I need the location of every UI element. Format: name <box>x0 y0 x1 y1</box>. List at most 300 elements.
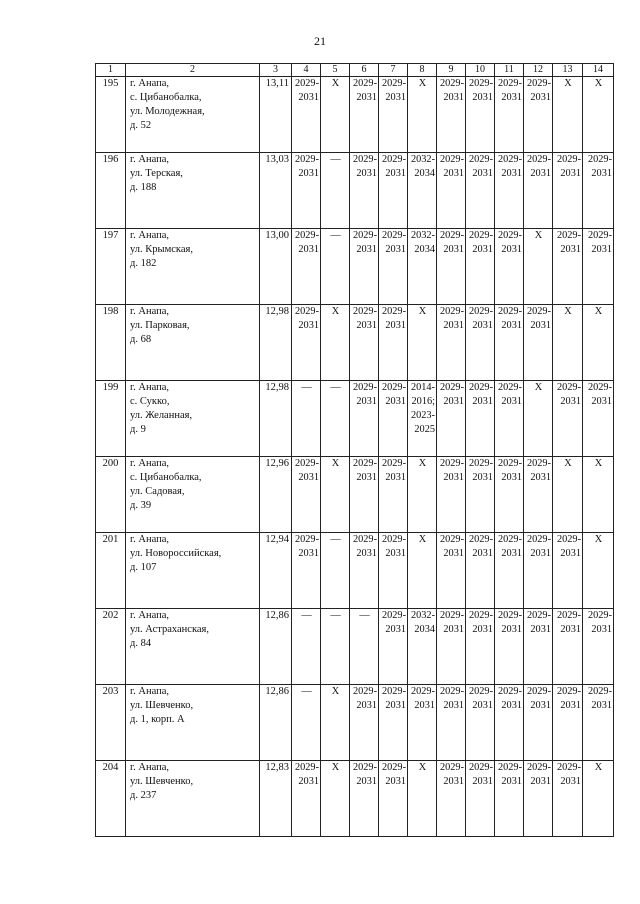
period-cell <box>408 305 437 381</box>
period-cell-line: 2031 <box>385 472 406 483</box>
address-cell <box>126 229 260 305</box>
period-cell <box>466 153 495 229</box>
period-cell <box>408 381 437 457</box>
period-cell <box>321 457 350 533</box>
period-cell-line: Х <box>534 382 543 393</box>
period-cell-line: 2023- <box>410 410 435 421</box>
period-cell-line: 2031 <box>530 548 551 559</box>
period-cell <box>583 685 614 761</box>
area-value: 12,86 <box>260 685 292 761</box>
page-number: 21 <box>314 34 326 48</box>
table-row <box>96 457 614 533</box>
period-cell-line: 2029- <box>439 458 464 469</box>
repair-schedule-table <box>95 63 614 837</box>
address-cell-line: г. Анапа, <box>130 686 170 697</box>
address-cell-line: д. 182 <box>130 258 157 269</box>
period-cell-line: 2029- <box>381 762 406 773</box>
period-cell <box>553 533 583 609</box>
period-cell <box>466 533 495 609</box>
address-cell-line: г. Анапа, <box>130 154 170 165</box>
period-cell-line: 2031 <box>298 320 319 331</box>
period-cell <box>379 685 408 761</box>
column-header: 10 <box>466 64 495 77</box>
column-header: 5 <box>321 64 350 77</box>
period-cell-line: 2031 <box>591 168 612 179</box>
period-cell-line: 2029- <box>526 534 551 545</box>
period-cell <box>553 685 583 761</box>
column-header: 9 <box>437 64 466 77</box>
period-cell-line: 2029- <box>381 154 406 165</box>
period-cell-line: Х <box>418 306 427 317</box>
period-cell-line: 2031 <box>472 92 493 103</box>
period-cell-line: 2029- <box>468 230 493 241</box>
table-row <box>96 381 614 457</box>
period-cell <box>524 609 553 685</box>
period-cell-line: 2031 <box>443 320 464 331</box>
period-cell <box>350 457 379 533</box>
table-header-row <box>96 64 614 77</box>
period-cell <box>495 761 524 837</box>
area-value: 12,94 <box>260 533 292 609</box>
address-cell-line: д. 84 <box>130 638 152 649</box>
period-cell <box>495 153 524 229</box>
period-cell <box>408 457 437 533</box>
period-cell-line: 2031 <box>472 472 493 483</box>
period-cell-line: 2029- <box>294 230 319 241</box>
period-cell <box>524 761 553 837</box>
period-cell <box>583 761 614 837</box>
period-cell-line: 2029- <box>497 382 522 393</box>
column-header: 12 <box>524 64 553 77</box>
period-cell-line: 2031 <box>472 320 493 331</box>
period-cell <box>408 761 437 837</box>
area-value: 13,11 <box>260 77 292 153</box>
row-number: 198 <box>96 305 126 381</box>
period-cell <box>495 685 524 761</box>
period-cell-line: 2031 <box>501 624 522 635</box>
period-cell-line: 2029- <box>526 306 551 317</box>
area-value: 12,98 <box>260 381 292 457</box>
address-cell-line: г. Анапа, <box>130 382 170 393</box>
area-value: 13,03 <box>260 153 292 229</box>
address-cell-line: г. Анапа, <box>130 306 170 317</box>
period-cell-line: 2034 <box>414 244 435 255</box>
period-cell-line: — <box>301 382 312 393</box>
period-cell-line: 2031 <box>443 472 464 483</box>
period-cell-line: 2029- <box>294 306 319 317</box>
period-cell-line: 2029- <box>556 230 581 241</box>
period-cell-line: 2029- <box>352 78 377 89</box>
period-cell-line: 2031 <box>501 320 522 331</box>
period-cell-line: 2029- <box>587 610 612 621</box>
period-cell <box>524 533 553 609</box>
period-cell-line: 2029- <box>294 458 319 469</box>
period-cell <box>583 229 614 305</box>
period-cell-line: 2029- <box>352 762 377 773</box>
period-cell-line: 2029- <box>587 154 612 165</box>
period-cell <box>408 685 437 761</box>
address-cell <box>126 305 260 381</box>
period-cell <box>553 381 583 457</box>
period-cell <box>437 685 466 761</box>
period-cell <box>321 305 350 381</box>
period-cell-line: 2031 <box>298 244 319 255</box>
period-cell <box>292 153 321 229</box>
area-value: 13,00 <box>260 229 292 305</box>
row-number: 202 <box>96 609 126 685</box>
period-cell-line: 2031 <box>560 396 581 407</box>
period-cell-line: 2031 <box>385 776 406 787</box>
period-cell-line: 2029- <box>439 154 464 165</box>
period-cell-line: — <box>330 230 341 241</box>
address-cell-line: г. Анапа, <box>130 534 170 545</box>
period-cell <box>292 457 321 533</box>
period-cell <box>583 153 614 229</box>
period-cell <box>292 761 321 837</box>
row-number: 195 <box>96 77 126 153</box>
period-cell-line: Х <box>594 534 603 545</box>
period-cell <box>553 609 583 685</box>
table-row <box>96 761 614 837</box>
period-cell <box>553 153 583 229</box>
address-cell-line: ул. Шевченко, <box>130 776 194 787</box>
address-cell-line: ул. Астраханская, <box>130 624 209 635</box>
period-cell-line: 2029- <box>526 686 551 697</box>
period-cell-line: Х <box>418 534 427 545</box>
table-row <box>96 77 614 153</box>
period-cell <box>524 685 553 761</box>
address-cell-line: с. Сукко, <box>130 396 170 407</box>
address-cell <box>126 77 260 153</box>
period-cell-line: 2029- <box>439 230 464 241</box>
period-cell-line: 2031 <box>356 168 377 179</box>
period-cell-line: 2031 <box>560 548 581 559</box>
period-cell-line: 2031 <box>472 624 493 635</box>
row-number: 204 <box>96 761 126 837</box>
period-cell <box>553 761 583 837</box>
period-cell-line: 2031 <box>501 548 522 559</box>
period-cell-line: 2029- <box>381 382 406 393</box>
period-cell-line: 2029- <box>381 230 406 241</box>
period-cell-line: 2029- <box>468 610 493 621</box>
period-cell-line: 2031 <box>443 396 464 407</box>
period-cell-line: 2029- <box>439 534 464 545</box>
period-cell-line: 2029- <box>352 458 377 469</box>
period-cell <box>495 229 524 305</box>
period-cell <box>408 229 437 305</box>
address-cell <box>126 457 260 533</box>
period-cell <box>437 229 466 305</box>
period-cell-line: 2031 <box>356 548 377 559</box>
address-cell-line: ул. Крымская, <box>130 244 193 255</box>
period-cell-line: Х <box>564 458 572 469</box>
address-cell-line: д. 237 <box>130 790 157 801</box>
period-cell-line: 2031 <box>560 244 581 255</box>
period-cell-line: 2031 <box>530 776 551 787</box>
address-cell-line: ул. Шевченко, <box>130 700 194 711</box>
period-cell-line: 2029- <box>587 230 612 241</box>
row-number: 199 <box>96 381 126 457</box>
period-cell <box>408 77 437 153</box>
period-cell-line: Х <box>418 458 427 469</box>
address-cell-line: д. 68 <box>130 334 152 345</box>
period-cell-line: 2029- <box>556 762 581 773</box>
period-cell-line: 2031 <box>298 776 319 787</box>
period-cell <box>292 609 321 685</box>
period-cell-line: Х <box>331 78 340 89</box>
period-cell <box>524 305 553 381</box>
period-cell-line: 2029- <box>587 686 612 697</box>
period-cell-line: — <box>359 610 370 621</box>
address-cell <box>126 609 260 685</box>
period-cell <box>292 533 321 609</box>
table-row <box>96 533 614 609</box>
period-cell-line: 2031 <box>472 168 493 179</box>
period-cell-line: 2029- <box>294 534 319 545</box>
period-cell-line: 2031 <box>472 396 493 407</box>
period-cell <box>350 685 379 761</box>
period-cell-line: 2029- <box>556 534 581 545</box>
column-header: 6 <box>350 64 379 77</box>
period-cell-line: 2031 <box>472 776 493 787</box>
period-cell-line: 2031 <box>356 472 377 483</box>
period-cell-line: 2031 <box>356 396 377 407</box>
period-cell-line: 2031 <box>591 396 612 407</box>
address-cell-line: г. Анапа, <box>130 230 170 241</box>
period-cell-line: 2031 <box>443 548 464 559</box>
period-cell <box>350 609 379 685</box>
address-cell-line: д. 107 <box>130 562 157 573</box>
period-cell <box>379 381 408 457</box>
period-cell <box>466 685 495 761</box>
period-cell <box>495 305 524 381</box>
period-cell <box>466 609 495 685</box>
period-cell <box>350 533 379 609</box>
period-cell <box>292 305 321 381</box>
period-cell-line: 2029- <box>381 610 406 621</box>
period-cell-line: 2029- <box>439 610 464 621</box>
period-cell-line: 2031 <box>298 92 319 103</box>
period-cell-line: 2029- <box>468 382 493 393</box>
period-cell-line: 2031 <box>560 700 581 711</box>
period-cell-line: 2031 <box>443 700 464 711</box>
period-cell <box>350 381 379 457</box>
period-cell-line: 2031 <box>530 320 551 331</box>
period-cell-line: Х <box>564 306 572 317</box>
period-cell-line: 2029- <box>381 458 406 469</box>
period-cell <box>379 533 408 609</box>
period-cell-line: 2016; <box>411 396 435 407</box>
period-cell-line: 2031 <box>356 92 377 103</box>
period-cell <box>379 609 408 685</box>
period-cell-line: 2029- <box>526 762 551 773</box>
period-cell-line: Х <box>331 686 340 697</box>
period-cell <box>292 77 321 153</box>
period-cell-line: 2029- <box>468 306 493 317</box>
period-cell-line: 2029- <box>526 154 551 165</box>
period-cell <box>408 153 437 229</box>
period-cell-line: Х <box>418 78 427 89</box>
address-cell-line: д. 39 <box>130 500 152 511</box>
period-cell-line: 2029- <box>497 686 522 697</box>
period-cell-line: 2029- <box>439 686 464 697</box>
address-cell <box>126 533 260 609</box>
period-cell-line: 2029- <box>587 382 612 393</box>
period-cell <box>321 609 350 685</box>
period-cell-line: Х <box>331 306 340 317</box>
period-cell <box>437 533 466 609</box>
address-cell-line: ул. Парковая, <box>130 320 190 331</box>
period-cell-line: 2029- <box>556 610 581 621</box>
period-cell-line: — <box>330 382 341 393</box>
period-cell-line: 2031 <box>472 548 493 559</box>
period-cell <box>437 457 466 533</box>
period-cell <box>466 457 495 533</box>
period-cell-line: 2031 <box>443 168 464 179</box>
column-header: 1 <box>96 64 126 77</box>
period-cell-line: 2029- <box>352 686 377 697</box>
row-number: 196 <box>96 153 126 229</box>
period-cell-line: 2031 <box>560 624 581 635</box>
period-cell-line: 2029- <box>497 762 522 773</box>
period-cell-line: 2031 <box>443 624 464 635</box>
period-cell <box>437 153 466 229</box>
period-cell-line: 2031 <box>443 92 464 103</box>
period-cell-line: 2031 <box>472 700 493 711</box>
address-cell-line: с. Цибанобалка, <box>130 92 202 103</box>
period-cell-line: Х <box>331 762 340 773</box>
period-cell-line: 2029- <box>497 610 522 621</box>
period-cell-line: 2029- <box>497 154 522 165</box>
period-cell-line: 2031 <box>501 168 522 179</box>
period-cell-line: 2029- <box>556 382 581 393</box>
period-cell <box>437 609 466 685</box>
period-cell <box>408 609 437 685</box>
period-cell-line: 2034 <box>414 168 435 179</box>
period-cell <box>321 229 350 305</box>
period-cell-line: 2029- <box>526 78 551 89</box>
period-cell <box>553 305 583 381</box>
period-cell <box>583 457 614 533</box>
period-cell-line: 2031 <box>443 244 464 255</box>
period-cell <box>495 381 524 457</box>
area-value: 12,98 <box>260 305 292 381</box>
period-cell-line: Х <box>594 78 603 89</box>
period-cell <box>321 381 350 457</box>
period-cell-line: 2031 <box>443 776 464 787</box>
table-row <box>96 305 614 381</box>
period-cell-line: 2029- <box>497 78 522 89</box>
period-cell-line: 2031 <box>414 700 435 711</box>
period-cell <box>379 153 408 229</box>
period-cell-line: — <box>330 154 341 165</box>
period-cell-line: 2029- <box>381 78 406 89</box>
period-cell-line: — <box>301 610 312 621</box>
period-cell <box>583 609 614 685</box>
period-cell <box>466 229 495 305</box>
period-cell-line: 2029- <box>468 762 493 773</box>
table-row <box>96 153 614 229</box>
table-row <box>96 229 614 305</box>
row-number: 201 <box>96 533 126 609</box>
period-cell-line: 2029- <box>381 534 406 545</box>
address-cell-line: д. 9 <box>130 424 146 435</box>
period-cell-line: 2029- <box>439 762 464 773</box>
period-cell <box>292 685 321 761</box>
address-cell <box>126 153 260 229</box>
column-header: 8 <box>408 64 437 77</box>
period-cell <box>350 305 379 381</box>
address-cell-line: ул. Молодежная, <box>130 106 205 117</box>
address-cell-line: д. 52 <box>130 120 152 131</box>
period-cell-line: 2031 <box>356 776 377 787</box>
row-number: 203 <box>96 685 126 761</box>
period-cell <box>350 229 379 305</box>
period-cell-line: Х <box>594 306 603 317</box>
address-cell <box>126 761 260 837</box>
period-cell <box>495 457 524 533</box>
period-cell-line: 2031 <box>591 700 612 711</box>
period-cell-line: 2029- <box>352 534 377 545</box>
period-cell-line: 2029- <box>352 382 377 393</box>
period-cell-line: 2031 <box>385 244 406 255</box>
period-cell <box>321 533 350 609</box>
period-cell-line: 2031 <box>501 92 522 103</box>
column-header: 11 <box>495 64 524 77</box>
period-cell-line: 2029- <box>439 78 464 89</box>
period-cell <box>524 381 553 457</box>
period-cell-line: 2031 <box>530 624 551 635</box>
period-cell-line: 2031 <box>501 472 522 483</box>
period-cell <box>379 229 408 305</box>
period-cell <box>553 77 583 153</box>
period-cell-line: 2031 <box>530 168 551 179</box>
period-cell-line: 2031 <box>501 700 522 711</box>
address-cell-line: с. Цибанобалка, <box>130 472 202 483</box>
address-cell-line: г. Анапа, <box>130 458 170 469</box>
period-cell-line: 2014- <box>410 382 435 393</box>
period-cell-line: 2031 <box>501 244 522 255</box>
period-cell-line: 2029- <box>497 306 522 317</box>
period-cell-line: 2029- <box>468 154 493 165</box>
address-cell-line: г. Анапа, <box>130 762 170 773</box>
period-cell-line: 2031 <box>356 244 377 255</box>
period-cell <box>583 77 614 153</box>
period-cell <box>321 761 350 837</box>
address-cell <box>126 381 260 457</box>
address-cell-line: д. 1, корп. А <box>130 714 185 725</box>
period-cell-line: 2031 <box>385 548 406 559</box>
period-cell-line: 2029- <box>468 534 493 545</box>
period-cell <box>524 229 553 305</box>
period-cell <box>466 761 495 837</box>
period-cell-line: 2031 <box>530 472 551 483</box>
period-cell <box>379 457 408 533</box>
period-cell-line: 2029- <box>526 610 551 621</box>
period-cell-line: 2029- <box>352 230 377 241</box>
row-number: 197 <box>96 229 126 305</box>
column-header: 3 <box>260 64 292 77</box>
period-cell-line: 2029- <box>497 534 522 545</box>
period-cell <box>350 77 379 153</box>
period-cell <box>350 761 379 837</box>
period-cell-line: 2029- <box>468 78 493 89</box>
period-cell-line: 2029- <box>468 686 493 697</box>
address-cell <box>126 685 260 761</box>
period-cell-line: 2031 <box>530 92 551 103</box>
period-cell-line: 2031 <box>501 396 522 407</box>
area-value: 12,96 <box>260 457 292 533</box>
